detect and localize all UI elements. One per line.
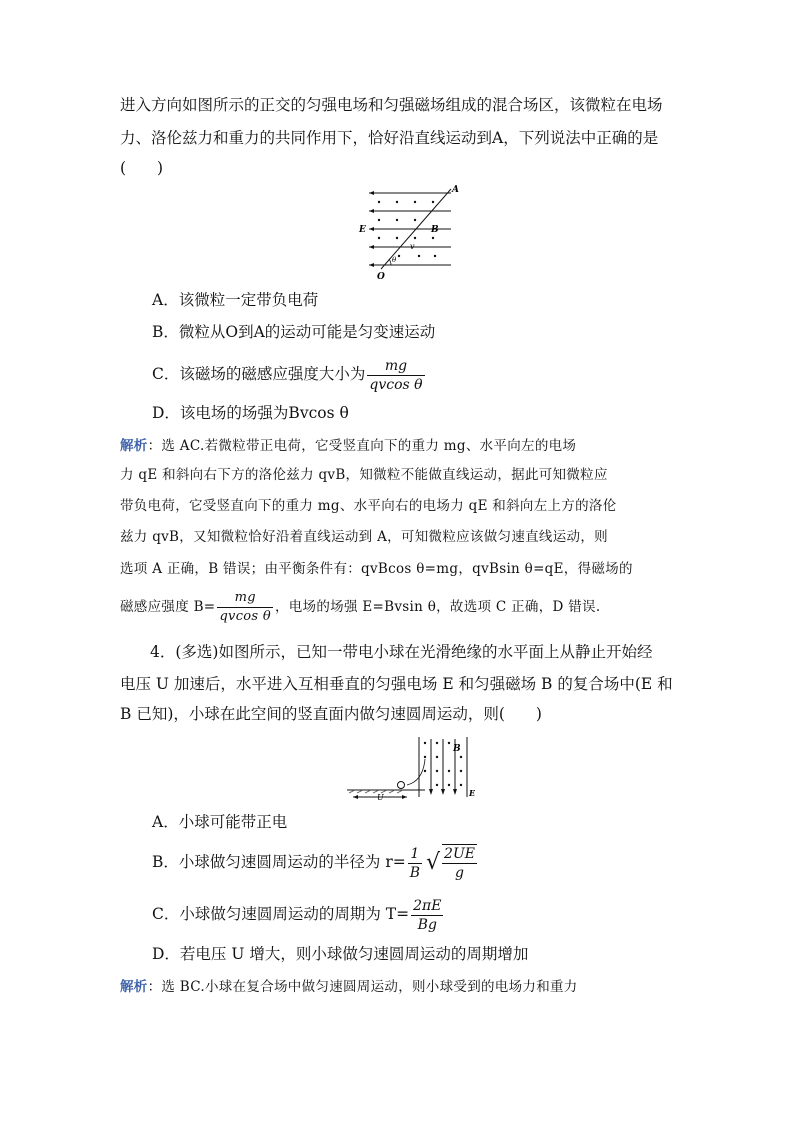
- q3-label-theta: θ: [392, 256, 397, 264]
- q4-stem-line-1: 4．(多选)如图所示，已知一带电小球在光滑绝缘的水平面上从静止开始经: [150, 643, 653, 661]
- q3-label-v: v: [410, 242, 415, 251]
- q4-option-d: D．若电压 U 增大，则小球做匀速圆周运动的周期增加: [152, 945, 529, 963]
- q4-option-b-root-numerator: 2UE: [444, 846, 475, 862]
- q4-option-c: [152, 894, 445, 934]
- q3-solution-line-6: [120, 588, 680, 626]
- q3-field-diagram: [355, 183, 465, 283]
- q3-solution-line-5: 选项 A 正确，B 错误；由平衡条件有：qvBcos θ=mg，qvBsin θ=qE，得磁场的: [120, 561, 633, 577]
- q4-field-diagram: [345, 733, 480, 801]
- q4-option-c-numerator: 2πE: [413, 897, 442, 914]
- q4-solution-label: 解析: [120, 979, 148, 995]
- q4-option-b-numerator: 1: [408, 845, 422, 864]
- q3-solution-line-6-suffix: ，电场的场强 E=Bvsin θ，故选项 C 正确，D 错误.: [274, 599, 601, 615]
- q4-label-e: E: [469, 788, 476, 798]
- q4-stem-line-2: 电压 U 加速后，水平进入互相垂直的匀强电场 E 和匀强磁场 B 的复合场中(E 和: [120, 675, 673, 693]
- q3-solution-numerator: mg: [217, 589, 273, 608]
- sqrt-symbol-icon: √: [426, 850, 441, 875]
- q4-option-b-fraction: [408, 845, 422, 882]
- q3-option-d: D．该电场的场强为Bvcos θ: [152, 404, 349, 422]
- q4-label-b: B: [453, 744, 461, 754]
- q3-option-c-denominator: qvcos θ: [369, 376, 423, 393]
- q3-solution-text-1: ：选 AC.若微粒带正电荷，它受竖直向下的重力 mg、水平向左的电场: [147, 438, 577, 454]
- q3-solution-line-6-prefix: 磁感应强度 B=: [120, 599, 216, 615]
- q3-option-c-fraction: [367, 357, 424, 394]
- q4-option-c-denominator: Bg: [417, 916, 437, 933]
- q3-stem-line-2: 力、洛伦兹力和重力的共同作用下，恰好沿直线运动到A，下列说法中正确的是: [120, 129, 659, 147]
- q3-solution-denominator: qvcos θ: [219, 609, 271, 624]
- q4-option-b-denominator: B: [409, 864, 421, 881]
- q4-option-b-root-fraction: [442, 844, 477, 882]
- q4-option-b-text: B．小球做匀速圆周运动的半径为 r=: [152, 853, 406, 871]
- q3-option-c: [152, 355, 427, 394]
- q3-label-o: O: [377, 272, 385, 282]
- q4-option-a: A．小球可能带正电: [152, 813, 288, 831]
- q3-label-e: E: [359, 225, 366, 235]
- q4-option-b-root-denominator: g: [455, 865, 464, 881]
- q3-solution-line-2: 力 qE 和斜向右下方的洛伦兹力 qvB，知微粒不能做直线运动，据此可知微粒应: [120, 467, 608, 483]
- q3-stem-line-1: 进入方向如图所示的正交的匀强电场和匀强磁场组成的混合场区，该微粒在电场: [120, 96, 663, 114]
- q3-solution-line-1: [120, 436, 680, 456]
- q3-solution-label: 解析: [120, 438, 148, 454]
- q4-option-c-fraction: [411, 897, 443, 934]
- q3-option-c-text: C．该磁场的磁感应强度大小为: [152, 365, 366, 383]
- q3-label-a: A: [452, 185, 459, 195]
- q3-solution-line-3: 带负电荷，它受竖直向下的重力 mg、水平向右的电场力 qE 和斜向左上方的洛伦: [120, 498, 617, 514]
- q4-option-c-text: C．小球做匀速圆周运动的周期为 T=: [152, 905, 410, 923]
- q3-solution-fraction: [217, 589, 273, 626]
- q3-option-c-numerator: mg: [367, 357, 424, 376]
- q3-label-b: B: [431, 225, 439, 235]
- q4-solution-text-1: ：选 BC.小球在复合场中做匀速圆周运动，则小球受到的电场力和重力: [147, 979, 578, 995]
- q3-option-a: A．该微粒一定带负电荷: [152, 291, 319, 309]
- q4-label-u: U: [377, 793, 384, 801]
- q3-option-b: B．微粒从O到A的运动可能是匀变速运动: [152, 323, 436, 341]
- q3-solution-line-4: 兹力 qvB，又知微粒恰好沿着直线运动到 A，可知微粒应该做匀速直线运动，则: [120, 529, 608, 545]
- q4-stem-line-3: B 已知)，小球在此空间的竖直面内做匀速圆周运动，则( ): [120, 705, 542, 723]
- q4-option-b: [152, 842, 479, 883]
- q4-solution-line-1: [120, 977, 680, 997]
- q3-stem-line-3: ( ): [120, 159, 164, 177]
